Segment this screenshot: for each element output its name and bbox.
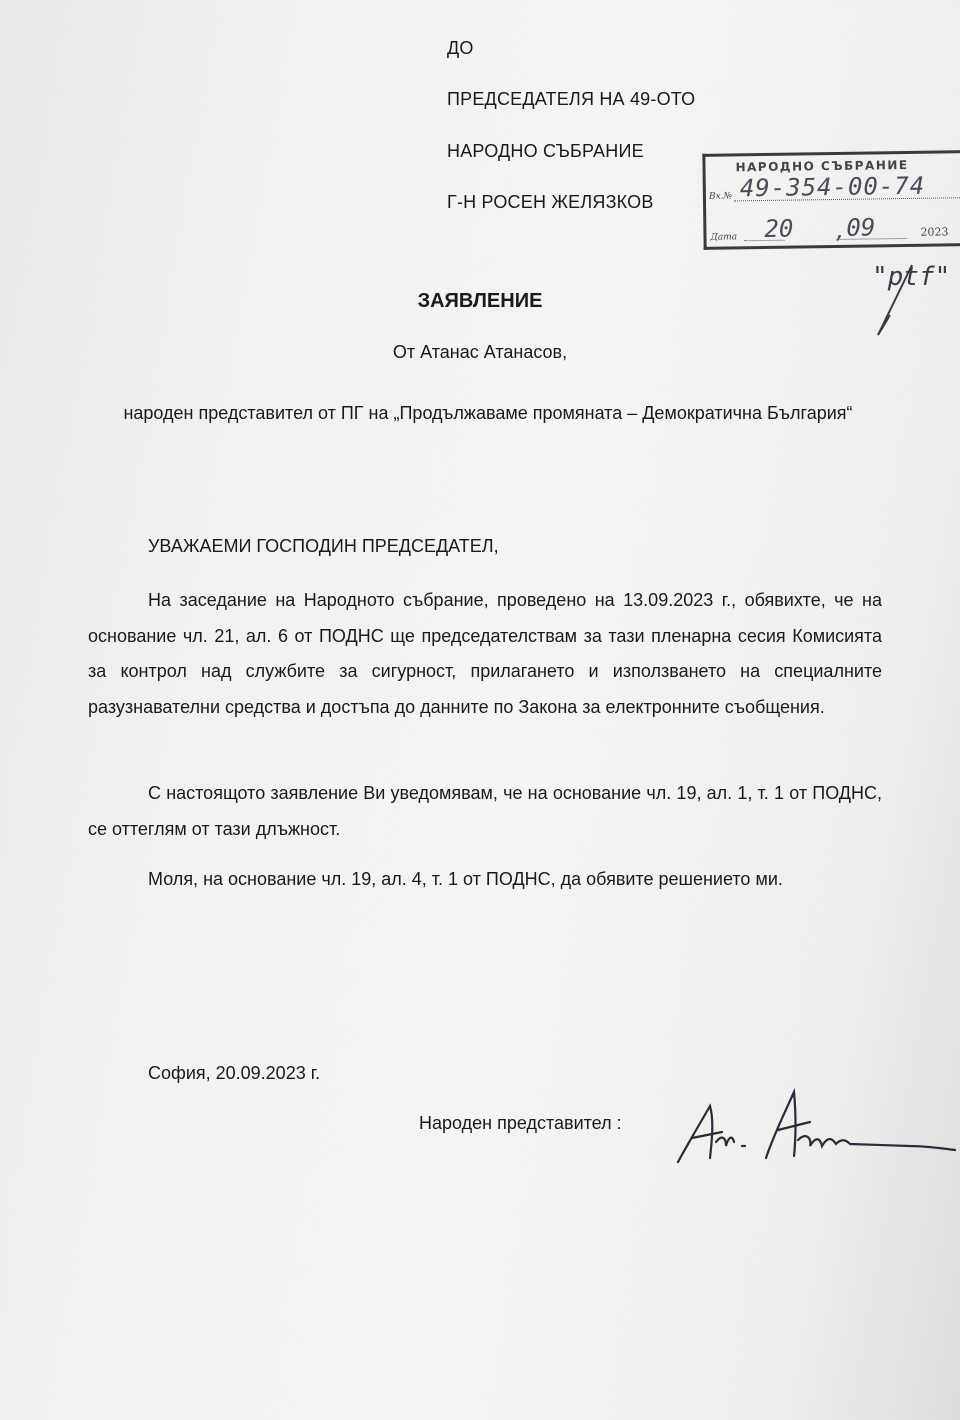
recipient-institution: НАРОДНО СЪБРАНИЕ xyxy=(447,141,644,161)
sender-line: От Атанас Атанасов, xyxy=(392,342,568,362)
body-paragraph-2: С настоящото заявление Ви уведомявам, че на основание чл. 19, ал. 1, т. 1 от ПОДНС, се оттеглям от тази длъжност. xyxy=(88,783,882,839)
signatory-label: Народен представител : xyxy=(419,1113,622,1133)
stamp-day: 20 xyxy=(764,214,794,243)
signature-icon xyxy=(670,1080,960,1180)
body-paragraph-1: На заседание на Народното събрание, проведено на 13.09.2023 г., обявихте, че на основание чл. 21, ал. 6 от ПОДНС ще председателствам за тази пленарна сесия Комисията за контрол над службите за сигурност, прилагането и използването на специалните разузнавателни средства и достъпа до данните по Закона за електронните съобщения. xyxy=(88,590,882,717)
salutation: УВАЖАЕМИ ГОСПОДИН ПРЕДСЕДАТЕЛ, xyxy=(148,536,499,556)
stamp-year: 2023 xyxy=(920,225,949,239)
stamp-number: 49-354-00-74 xyxy=(739,171,926,203)
body-paragraph-3: Моля, на основание чл. 19, ал. 4, т. 1 от ПОДНС, да обявите решението ми. xyxy=(148,869,783,889)
stamp-date-label: Дата xyxy=(710,232,738,243)
recipient-to: ДО xyxy=(447,38,474,58)
place-date: София, 20.09.2023 г. xyxy=(148,1063,321,1083)
recipient-name: Г-Н РОСЕН ЖЕЛЯЗКОВ xyxy=(447,192,654,212)
stamp-header: НАРОДНО СЪБРАНИЕ xyxy=(735,157,909,175)
recipient-title: ПРЕДСЕДАТЕЛЯ НА 49-ОТО xyxy=(447,89,696,109)
stamp-month: 09 xyxy=(846,213,876,242)
registration-stamp xyxy=(702,150,960,250)
stamp-day-separator: , xyxy=(834,218,847,243)
document-title: ЗАЯВЛЕНИЕ xyxy=(417,290,543,312)
sender-party: народен представител от ПГ на „Продължаваме промяната – Демократична България“ xyxy=(123,403,853,423)
marginal-note: "ptf" xyxy=(872,262,951,292)
stamp-number-label: Вх.№ xyxy=(708,191,733,202)
